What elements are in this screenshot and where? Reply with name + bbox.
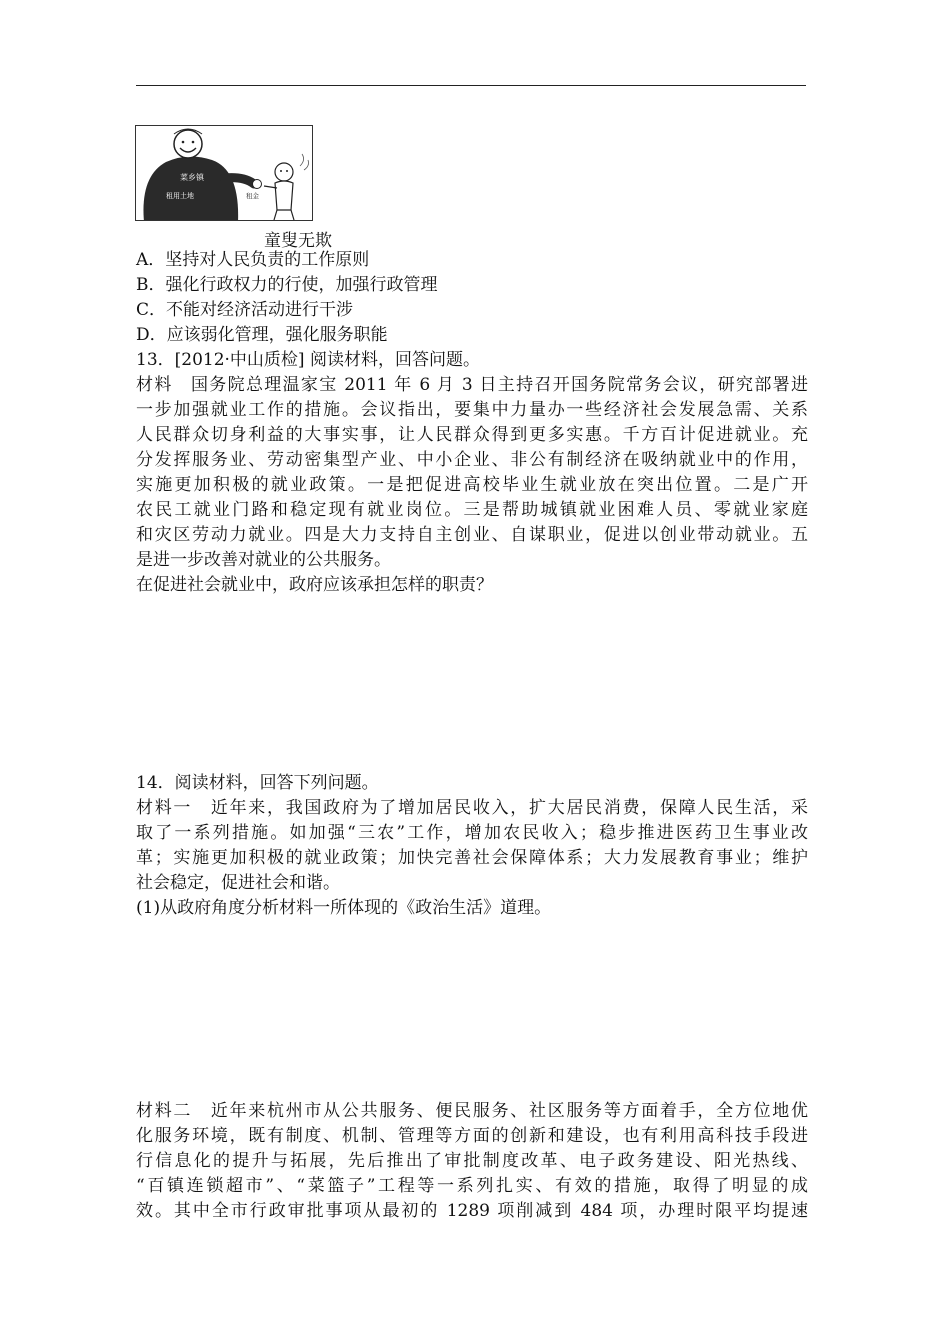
q14-material1-line: 取了一系列措施。如加强“三农”工作，增加农民收入；稳步推进医药卫生事业改 [136,823,808,843]
option-b: B．强化行政权力的行使，加强行政管理 [136,275,438,295]
q13-material-line: 实施更加积极的就业政策。一是把促进高校毕业生就业放在突出位置。二是广开 [136,475,808,495]
q14-material2-line: 材料二 近年来杭州市从公共服务、便民服务、社区服务等方面着手，全方位地优 [136,1101,808,1121]
cartoon-label-rent: 租金 [246,192,259,200]
q13-material-line: 材料 国务院总理温家宝 2011 年 6 月 3 日主持召开国务院常务会议，研究部署进 [136,375,808,395]
header-rule [136,85,806,86]
cartoon-label-body: 菜乡镇 [180,173,204,182]
q14-material2-line: 行信息化的提升与拓展，先后推出了审批制度改革、电子政务建设、阳光热线、 [136,1151,808,1171]
option-d: D．应该弱化管理，强化服务职能 [136,325,388,345]
q13-material-line: 农民工就业门路和稳定现有就业岗位。三是帮助城镇就业困难人员、零就业家庭 [136,500,808,520]
q14-material1-line: 社会稳定，促进社会和谐。 [136,873,340,893]
q14-material1-line: 材料一 近年来，我国政府为了增加居民收入，扩大居民消费，保障人民生活，采 [136,798,808,818]
q13-material-line: 分发挥服务业、劳动密集型产业、中小企业、非公有制经济在吸纳就业中的作用， [136,450,808,470]
q14-heading: 14．阅读材料，回答下列问题。 [136,773,379,793]
cartoon-caption: 童叟无欺 [264,231,332,251]
option-c: C．不能对经济活动进行干涉 [136,300,354,320]
option-a: A．坚持对人民负责的工作原则 [136,250,370,270]
q13-material-line: 人民群众切身利益的大事实事，让人民群众得到更多实惠。千方百计促进就业。充 [136,425,808,445]
cartoon-drawing [136,126,313,221]
q14-material2-line: “百镇连锁超市”、“菜篮子”工程等一系列扎实、有效的措施，取得了明显的成 [136,1176,808,1196]
cartoon-label-land: 租用土地 [166,192,194,200]
q14-material2-line: 化服务环境，既有制度、机制、管理等方面的创新和建设，也有利用高科技手段进 [136,1126,808,1146]
cartoon-image [135,125,313,221]
q13-material-line: 一步加强就业工作的措施。会议指出，要集中力量办一些经济社会发展急需、关系 [136,400,808,420]
q14-question-1: (1)从政府角度分析材料一所体现的《政治生活》道理。 [136,898,552,918]
q13-question: 在促进社会就业中，政府应该承担怎样的职责？ [136,575,493,595]
q13-heading: 13．[2012·中山质检] 阅读材料，回答问题。 [136,350,480,370]
q13-material-line: 是进一步改善对就业的公共服务。 [136,550,391,570]
q14-material2-line: 效。其中全市行政审批事项从最初的 1289 项削减到 484 项，办理时限平均提速 [136,1201,808,1221]
q13-material-line: 和灾区劳动力就业。四是大力支持自主创业、自谋职业，促进以创业带动就业。五 [136,525,808,545]
q14-material1-line: 革；实施更加积极的就业政策；加快完善社会保障体系；大力发展教育事业；维护 [136,848,808,868]
